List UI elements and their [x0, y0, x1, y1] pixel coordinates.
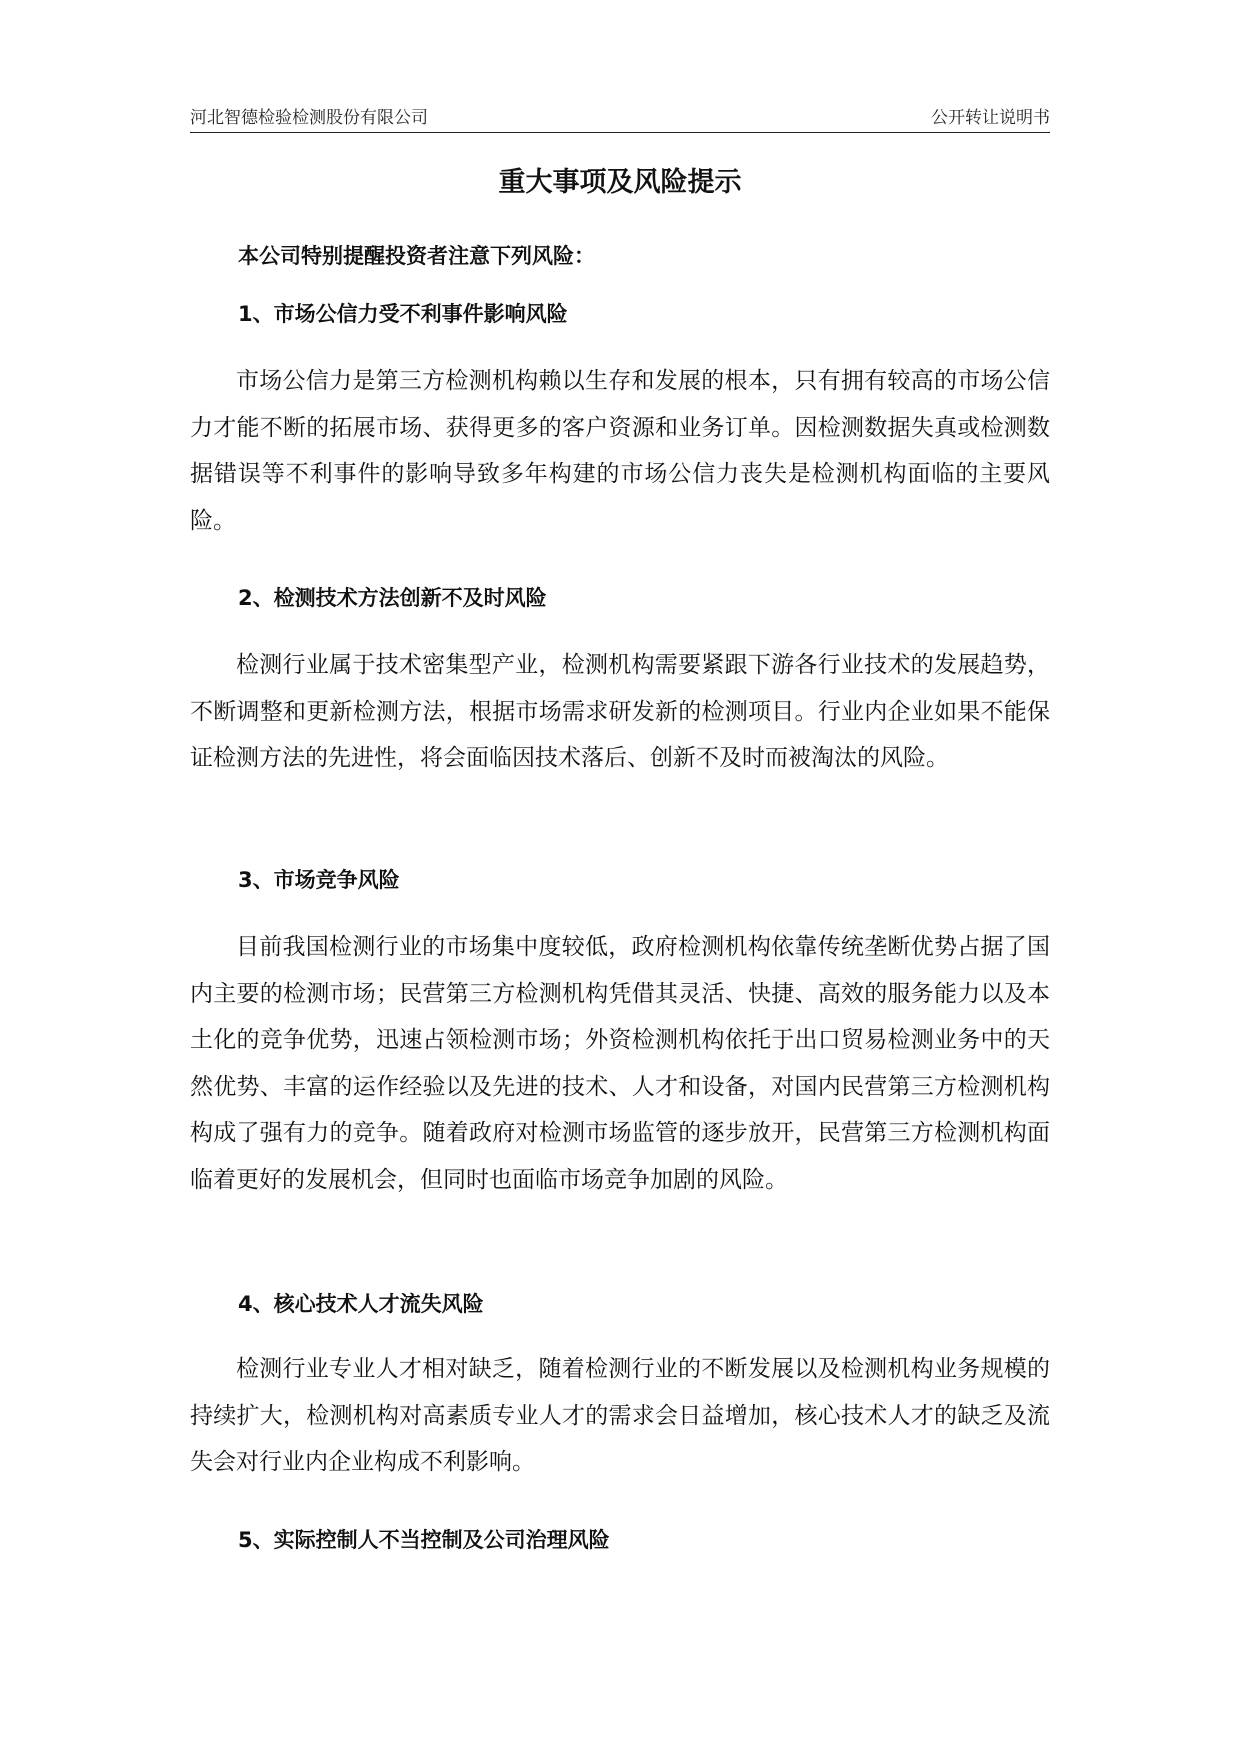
- section-heading-5: 5、实际控制人不当控制及公司治理风险: [238, 1528, 610, 1552]
- section-body-2: 检测行业属于技术密集型产业，检测机构需要紧跟下游各行业技术的发展趋势，不断调整和更新检测方法，根据市场需求研发新的检测项目。行业内企业如果不能保证检测方法的先进性，将会面临因技术落后、创新不及时而被淘汰的风险。: [190, 652, 1050, 772]
- header-document-type: 公开转让说明书: [931, 108, 1050, 128]
- section-heading-4: 4、核心技术人才流失风险: [238, 1292, 484, 1316]
- header-company-name: 河北智德检验检测股份有限公司: [190, 108, 428, 128]
- section-body-1: 市场公信力是第三方检测机构赖以生存和发展的根本，只有拥有较高的市场公信力才能不断的拓展市场、获得更多的客户资源和业务订单。因检测数据失真或检测数据错误等不利事件的影响导致多年构建的市场公信力丧失是检测机构面临的主要风险。: [190, 368, 1050, 534]
- section-body-4: 检测行业专业人才相对缺乏，随着检测行业的不断发展以及检测机构业务规模的持续扩大，检测机构对高素质专业人才的需求会日益增加，核心技术人才的缺乏及流失会对行业内企业构成不利影响。: [190, 1356, 1050, 1476]
- page-header: [190, 104, 1050, 133]
- section-heading-1: 1、市场公信力受不利事件影响风险: [238, 302, 568, 326]
- section-body-3: 目前我国检测行业的市场集中度较低，政府检测机构依靠传统垄断优势占据了国内主要的检测市场；民营第三方检测机构凭借其灵活、快捷、高效的服务能力以及本土化的竞争优势，迅速占领检测市场；外资检测机构依托于出口贸易检测业务中的天然优势、丰富的运作经验以及先进的技术、人才和设备，对国内民营第三方检测机构构成了强有力的竞争。随着政府对检测市场监管的逐步放开，民营第三方检测机构面临着更好的发展机会，但同时也面临市场竞争加剧的风险。: [190, 934, 1050, 1193]
- document-title: 重大事项及风险提示: [498, 167, 742, 198]
- section-heading-3: 3、市场竞争风险: [238, 868, 400, 892]
- risk-intro: 本公司特别提醒投资者注意下列风险：: [238, 244, 595, 268]
- section-heading-2: 2、检测技术方法创新不及时风险: [238, 586, 547, 610]
